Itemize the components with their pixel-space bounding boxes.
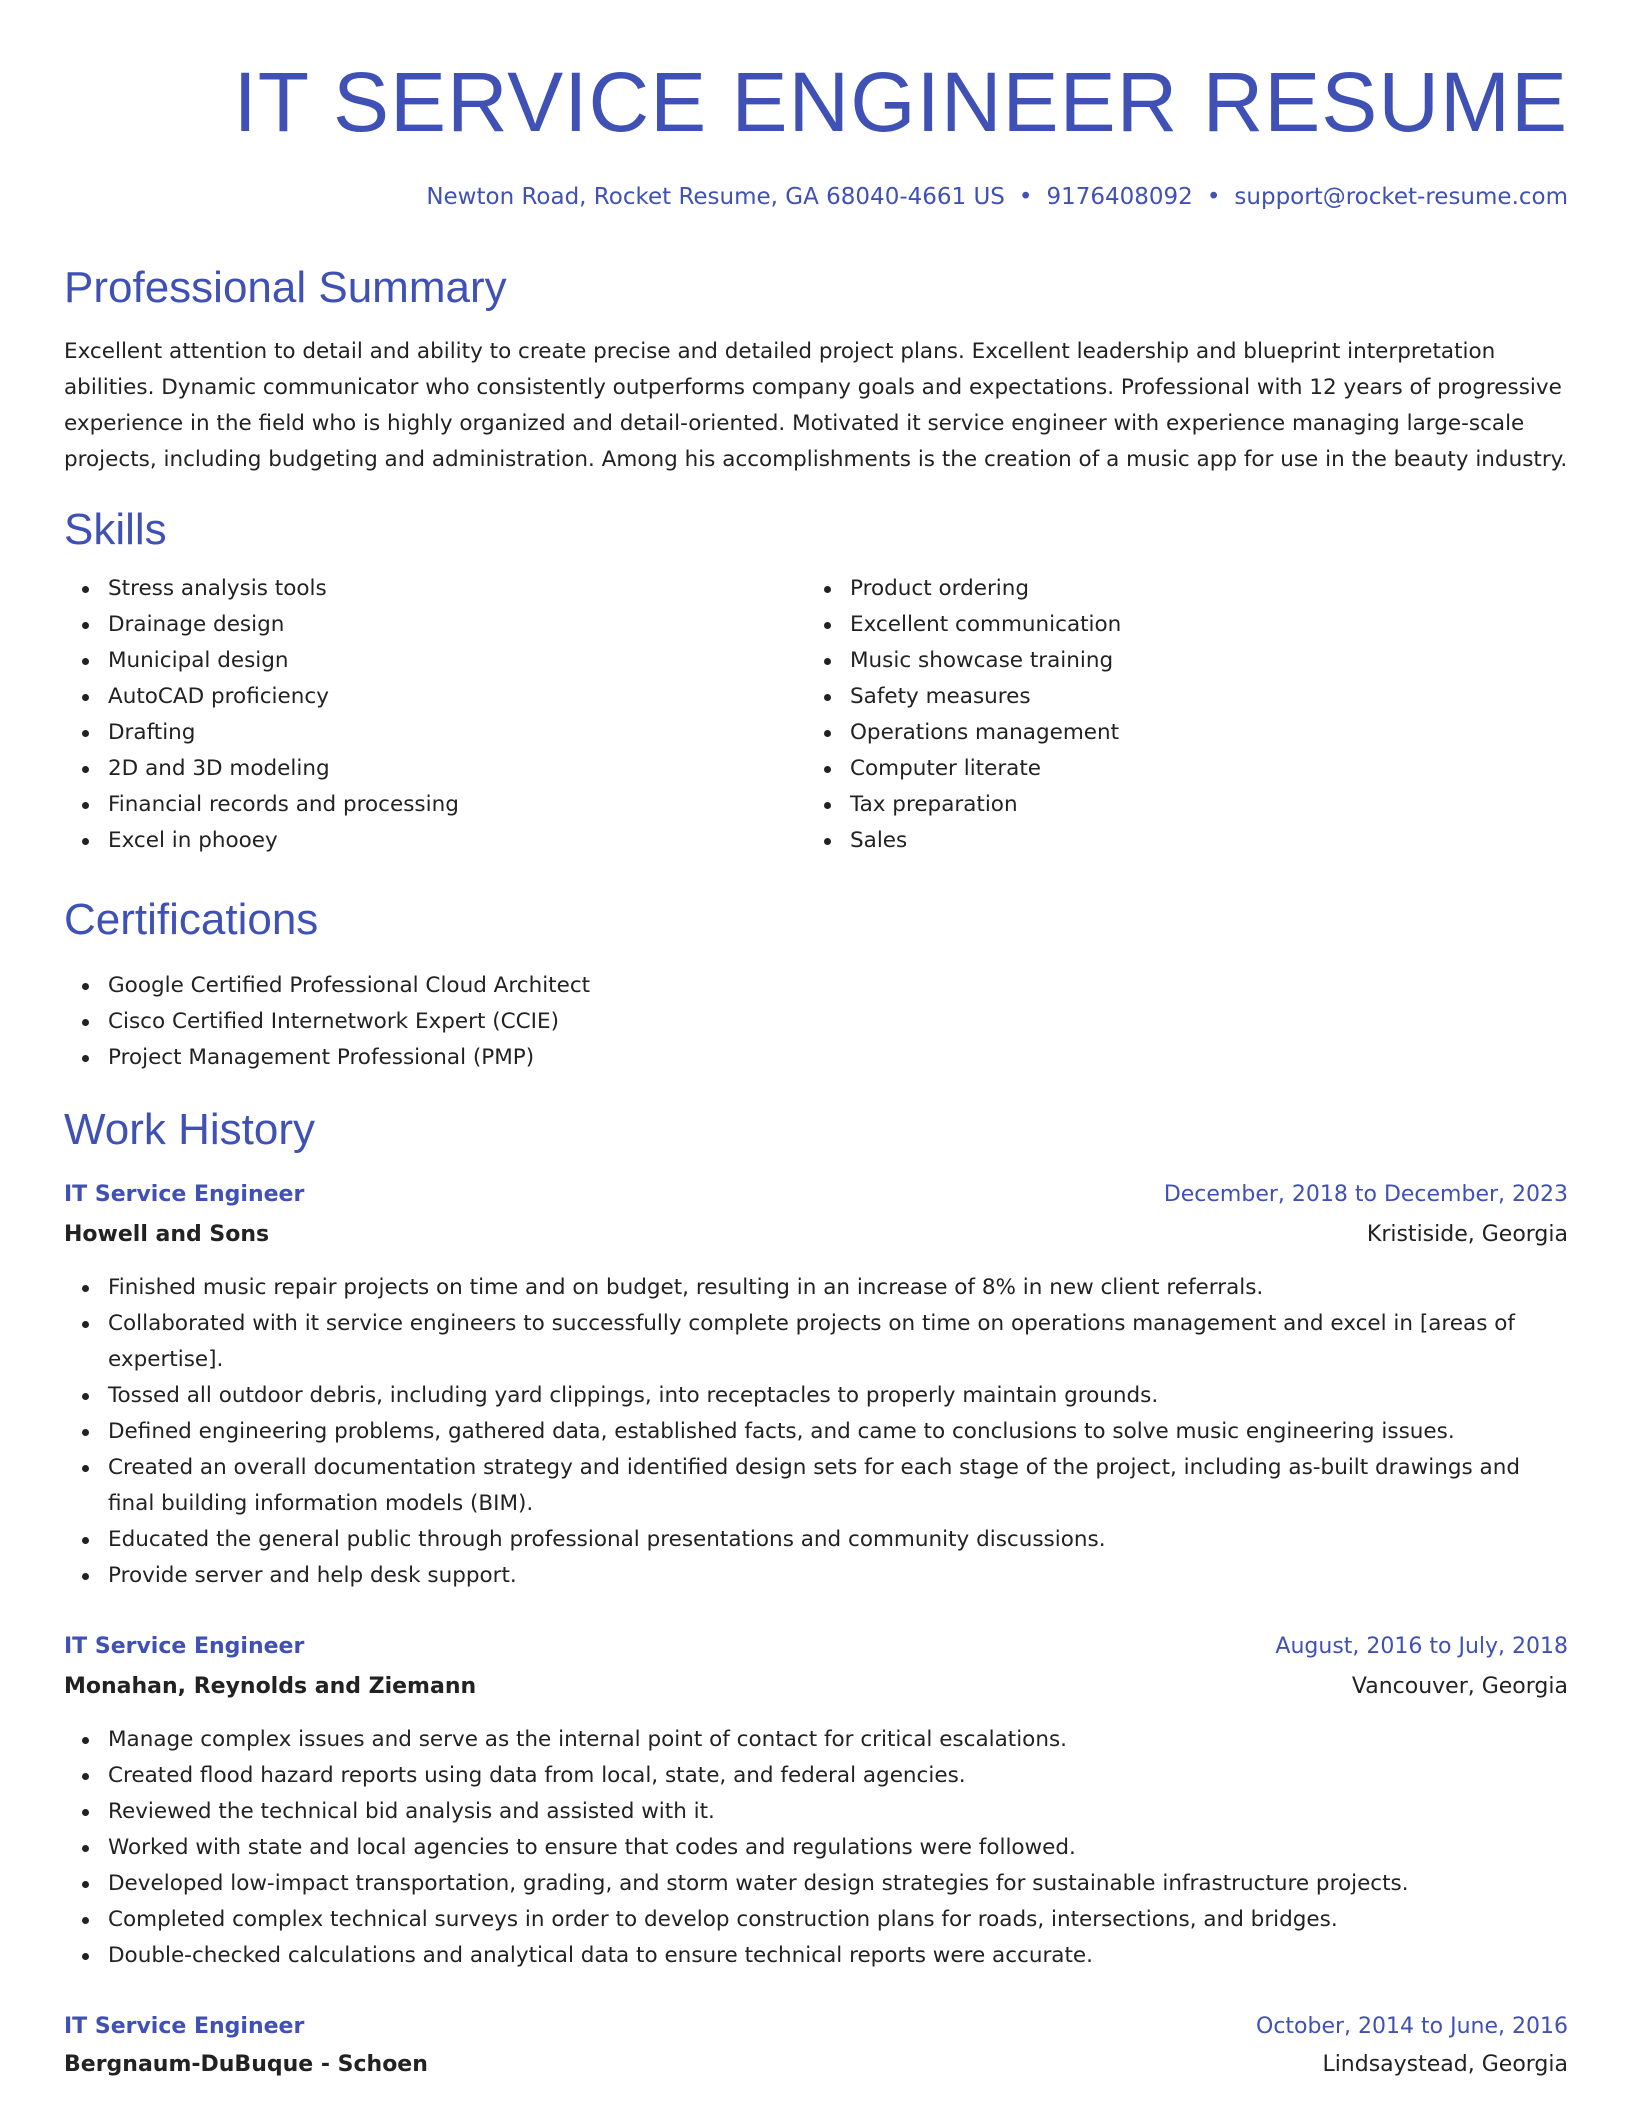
contact-address: Newton Road, Rocket Resume, GA 68040-4661 US: [426, 184, 1005, 210]
resume-title: IT SERVICE ENGINEER RESUME: [233, 55, 1568, 149]
summary-text: Excellent attention to detail and ability to create precise and detailed project plans. Excellent leadership and blueprint interpretation abilities. Dynamic communicator who consistently outperforms company goals and expectations. Professional with 12 years of progressive experience in the field who is highly organized and detail-oriented. Motivated it service engineer with experience managing large-scale projects, including budgeting and administration. Among his accomplishments is the creation of a music app for use in the beauty industry.: [64, 339, 1568, 472]
job-location: Lindsaystead, Georgia: [1322, 2052, 1568, 2077]
job-dates: December, 2018 to December, 2023: [1163, 1182, 1568, 1207]
skill-item: Product ordering: [850, 571, 1550, 607]
skills-list-right: [806, 571, 1550, 859]
job-bullet: Tossed all outdoor debris, including yard clippings, into receptacles to properly maintain grounds.: [108, 1378, 1568, 1414]
skill-item: Stress analysis tools: [108, 571, 798, 607]
skill-item: AutoCAD proficiency: [108, 679, 798, 715]
job-bullet: Double-checked calculations and analytical data to ensure technical reports were accurate.: [108, 1938, 1568, 1974]
job-bullet: Developed low-impact transportation, grading, and storm water design strategies for sustainable infrastructure projects.: [108, 1866, 1568, 1902]
job-bullet: Created an overall documentation strategy and identified design sets for each stage of the project, including as-built drawings and final building information models (BIM).: [108, 1450, 1568, 1522]
skill-item: Excel in phooey: [108, 823, 798, 859]
skill-item: Excellent communication: [850, 607, 1550, 643]
job-dates: October, 2014 to June, 2016: [1256, 2014, 1568, 2039]
work-history-heading: Work History: [64, 1105, 315, 1154]
skill-item: 2D and 3D modeling: [108, 751, 798, 787]
job-bullets: [64, 1270, 1568, 1594]
job-bullet: Worked with state and local agencies to ensure that codes and regulations were followed.: [108, 1830, 1568, 1866]
skill-item: Safety measures: [850, 679, 1550, 715]
contact-separator: •: [1206, 184, 1221, 210]
skill-item: Computer literate: [850, 751, 1550, 787]
job-bullet: Collaborated with it service engineers to successfully complete projects on time on operations management and excel in [areas of expertise].: [108, 1306, 1568, 1378]
job-bullet: Created flood hazard reports using data from local, state, and federal agencies.: [108, 1758, 1568, 1794]
certifications-heading: Certifications: [64, 895, 319, 944]
job-bullet: Reviewed the technical bid analysis and assisted with it.: [108, 1794, 1568, 1830]
job-location: Vancouver, Georgia: [1351, 1674, 1568, 1699]
certification-item: Google Certified Professional Cloud Architect: [108, 968, 1568, 1004]
job-bullet: Educated the general public through professional presentations and community discussions.: [108, 1522, 1568, 1558]
skill-item: Financial records and processing: [108, 787, 798, 823]
certification-item: Project Management Professional (PMP): [108, 1040, 1568, 1076]
job-title: IT Service Engineer: [64, 1634, 305, 1659]
job-company: Howell and Sons: [64, 1222, 270, 1247]
job-company: Bergnaum-DuBuque - Schoen: [64, 2052, 428, 2077]
skill-item: Operations management: [850, 715, 1550, 751]
skill-item: Sales: [850, 823, 1550, 859]
job-bullet: Completed complex technical surveys in order to develop construction plans for roads, intersections, and bridges.: [108, 1902, 1568, 1938]
job-bullet: Defined engineering problems, gathered data, established facts, and came to conclusions to solve music engineering issues.: [108, 1414, 1568, 1450]
job-dates: August, 2016 to July, 2018: [1275, 1634, 1568, 1659]
skill-item: Drafting: [108, 715, 798, 751]
skill-item: Tax preparation: [850, 787, 1550, 823]
skills-list-left: [64, 571, 798, 859]
job-bullet: Finished music repair projects on time and on budget, resulting in an increase of 8% in new client referrals.: [108, 1270, 1568, 1306]
job-title: IT Service Engineer: [64, 2014, 305, 2039]
contact-line: [426, 180, 1568, 214]
job-location: Kristiside, Georgia: [1366, 1222, 1568, 1247]
contact-separator: •: [1018, 184, 1033, 210]
job-company: Monahan, Reynolds and Ziemann: [64, 1674, 477, 1699]
job-bullet: Manage complex issues and serve as the internal point of contact for critical escalations.: [108, 1722, 1568, 1758]
summary-heading: Professional Summary: [64, 263, 507, 312]
skill-item: Music showcase training: [850, 643, 1550, 679]
skill-item: Drainage design: [108, 607, 798, 643]
certifications-list: [64, 968, 1568, 1076]
job-bullet: Provide server and help desk support.: [108, 1558, 1568, 1594]
job-bullets: [64, 1722, 1568, 1974]
job-title: IT Service Engineer: [64, 1182, 305, 1207]
certification-item: Cisco Certified Internetwork Expert (CCIE): [108, 1004, 1568, 1040]
skills-heading: Skills: [64, 505, 167, 554]
contact-email: support@rocket-resume.com: [1234, 184, 1568, 210]
contact-phone: 9176408092: [1046, 184, 1193, 210]
skill-item: Municipal design: [108, 643, 798, 679]
